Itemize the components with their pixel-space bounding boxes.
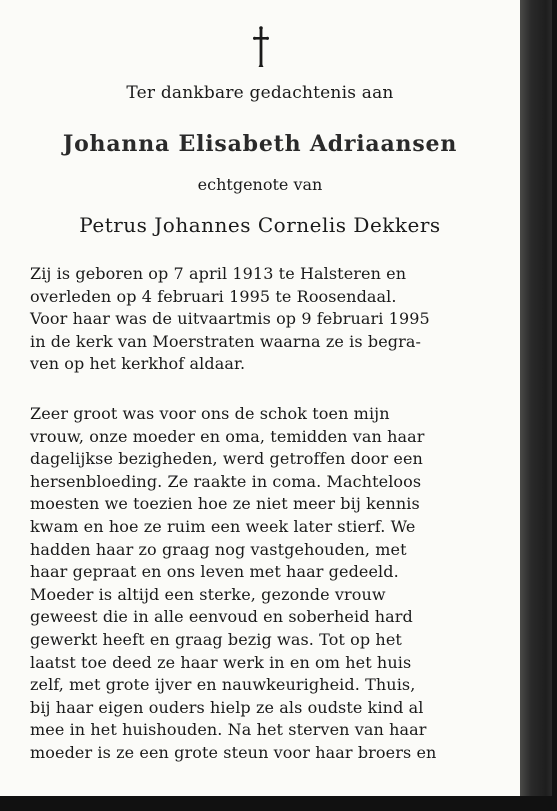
birth-death-paragraph <box>30 263 510 376</box>
paragraph-line: kwam en hoe ze ruim een week later stierf. We <box>30 516 416 536</box>
spouse-label: echtgenote van <box>197 175 323 194</box>
paragraph-line: Zij is geboren op 7 april 1913 te Halsteren en <box>30 264 407 283</box>
paragraph-line: overleden op 4 februari 1995 te Roosendaal. <box>30 286 397 306</box>
paragraph-line: bij haar eigen ouders hielp ze als oudste kind al <box>30 697 424 717</box>
paragraph-line: haar gepraat en ons leven met haar gedeeld. <box>30 562 399 582</box>
paragraph-line: geweest die in alle eenvoud en soberheid hard <box>30 607 413 627</box>
paragraph-line: moeder is ze een grote steun voor haar broers en <box>30 742 437 762</box>
tribute-paragraph <box>30 403 510 765</box>
latin-cross-icon <box>253 26 269 68</box>
paragraph-line: Moeder is altijd een sterke, gezonde vrouw <box>30 584 386 604</box>
paragraph-line: moesten we toezien hoe ze niet meer bij kennis <box>30 494 420 514</box>
paragraph-line: ven op het kerkhof aldaar. <box>30 354 246 374</box>
paragraph-line: laatst toe deed ze haar werk in en om het huis <box>30 652 412 672</box>
paragraph-line: hadden haar zo graag nog vastgehouden, met <box>30 539 407 559</box>
paragraph-line: gewerkt heeft en graag bezig was. Tot op het <box>30 629 402 649</box>
spouse-name: Petrus Johannes Cornelis Dekkers <box>79 213 441 237</box>
paragraph-line: hersenbloeding. Ze raakte in coma. Machteloos <box>30 471 422 491</box>
deceased-name: Johanna Elisabeth Adriaansen <box>62 131 458 157</box>
paragraph-line: Voor haar was de uitvaartmis op 9 februari 1995 <box>30 309 430 329</box>
dedication-text: Ter dankbare gedachtenis aan <box>126 83 394 103</box>
paragraph-line: Zeer groot was voor ons de schok toen mijn <box>30 404 390 423</box>
paragraph-line: zelf, met grote ijver en nauwkeurigheid. Thuis, <box>30 675 416 695</box>
scan-bottom-border <box>0 796 557 811</box>
paragraph-line: in de kerk van Moerstraten waarna ze is begra- <box>30 331 422 351</box>
paragraph-line: dagelijkse bezigheden, werd getroffen door een <box>30 449 423 469</box>
paragraph-line: mee in het huishouden. Na het sterven van haar <box>30 720 427 740</box>
paragraph-line: vrouw, onze moeder en oma, temidden van haar <box>30 426 425 446</box>
scan-edge-border <box>552 0 557 811</box>
